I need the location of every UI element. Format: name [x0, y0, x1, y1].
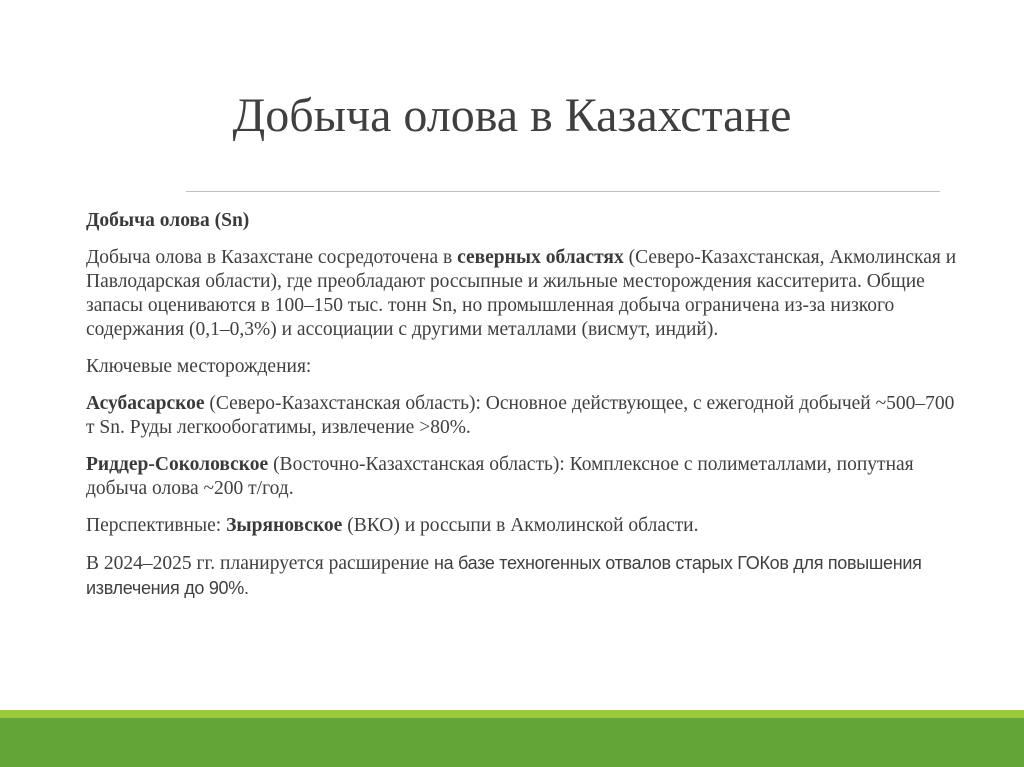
- footer-band: [0, 718, 1024, 767]
- section-heading-text: Добыча олова (Sn): [86, 210, 250, 231]
- key-deposits-label: Ключевые месторождения:: [86, 356, 312, 377]
- intro-paragraph: [86, 246, 966, 342]
- deposit-item: [86, 453, 966, 501]
- slide-title: Добыча олова в Казахстане: [232, 89, 792, 142]
- deposit-name: Асубасарское: [86, 393, 205, 414]
- intro-text: Добыча олова в Казахстане сосредоточена в: [86, 247, 458, 268]
- plan-paragraph: [86, 551, 966, 601]
- footer-accent-stripe: [0, 710, 1024, 718]
- plan-text-serif: В 2024–2025 гг. планируется расширение: [86, 553, 434, 574]
- intro-bold: северных областях: [457, 247, 624, 268]
- deposit-text: (Восточно-Казахстанская область): Комплексное с полиметаллами, попутная добыча олова ~200 т/год.: [86, 454, 914, 499]
- prospective-paragraph: [86, 514, 966, 538]
- deposit-item: [86, 392, 966, 440]
- deposit-name: Риддер-Соколовское: [86, 454, 269, 475]
- deposit-text: (Северо-Казахстанская область): Основное действующее, с ежегодной добычей ~500–700 т Sn. Руды легкообогатимы, извлечение >80%.: [86, 393, 955, 438]
- plan-text-sans: на базе техногенных отвалов старых ГОКов для повышения извлечения до 90%.: [86, 553, 922, 598]
- prospective-bold: Зыряновское: [226, 515, 343, 536]
- title-divider: [186, 191, 940, 192]
- slide-content: [86, 209, 966, 614]
- prospective-text: (ВКО) и россыпи в Акмолинской области.: [342, 515, 699, 536]
- section-heading: [86, 209, 966, 233]
- prospective-label: Перспективные:: [86, 515, 227, 536]
- intro-text-rest: (Северо-Казахстанская, Акмолинская и Павлодарская области), где преобладают россыпные и жильные месторождения касситерита. Общие запасы оцениваются в 100–150 тыс. тонн Sn, но промышленная добыча ограничена из-за низкого содержания (0,1–0,3%) и ассоциации с другими металлами (висмут, индий).: [86, 247, 957, 340]
